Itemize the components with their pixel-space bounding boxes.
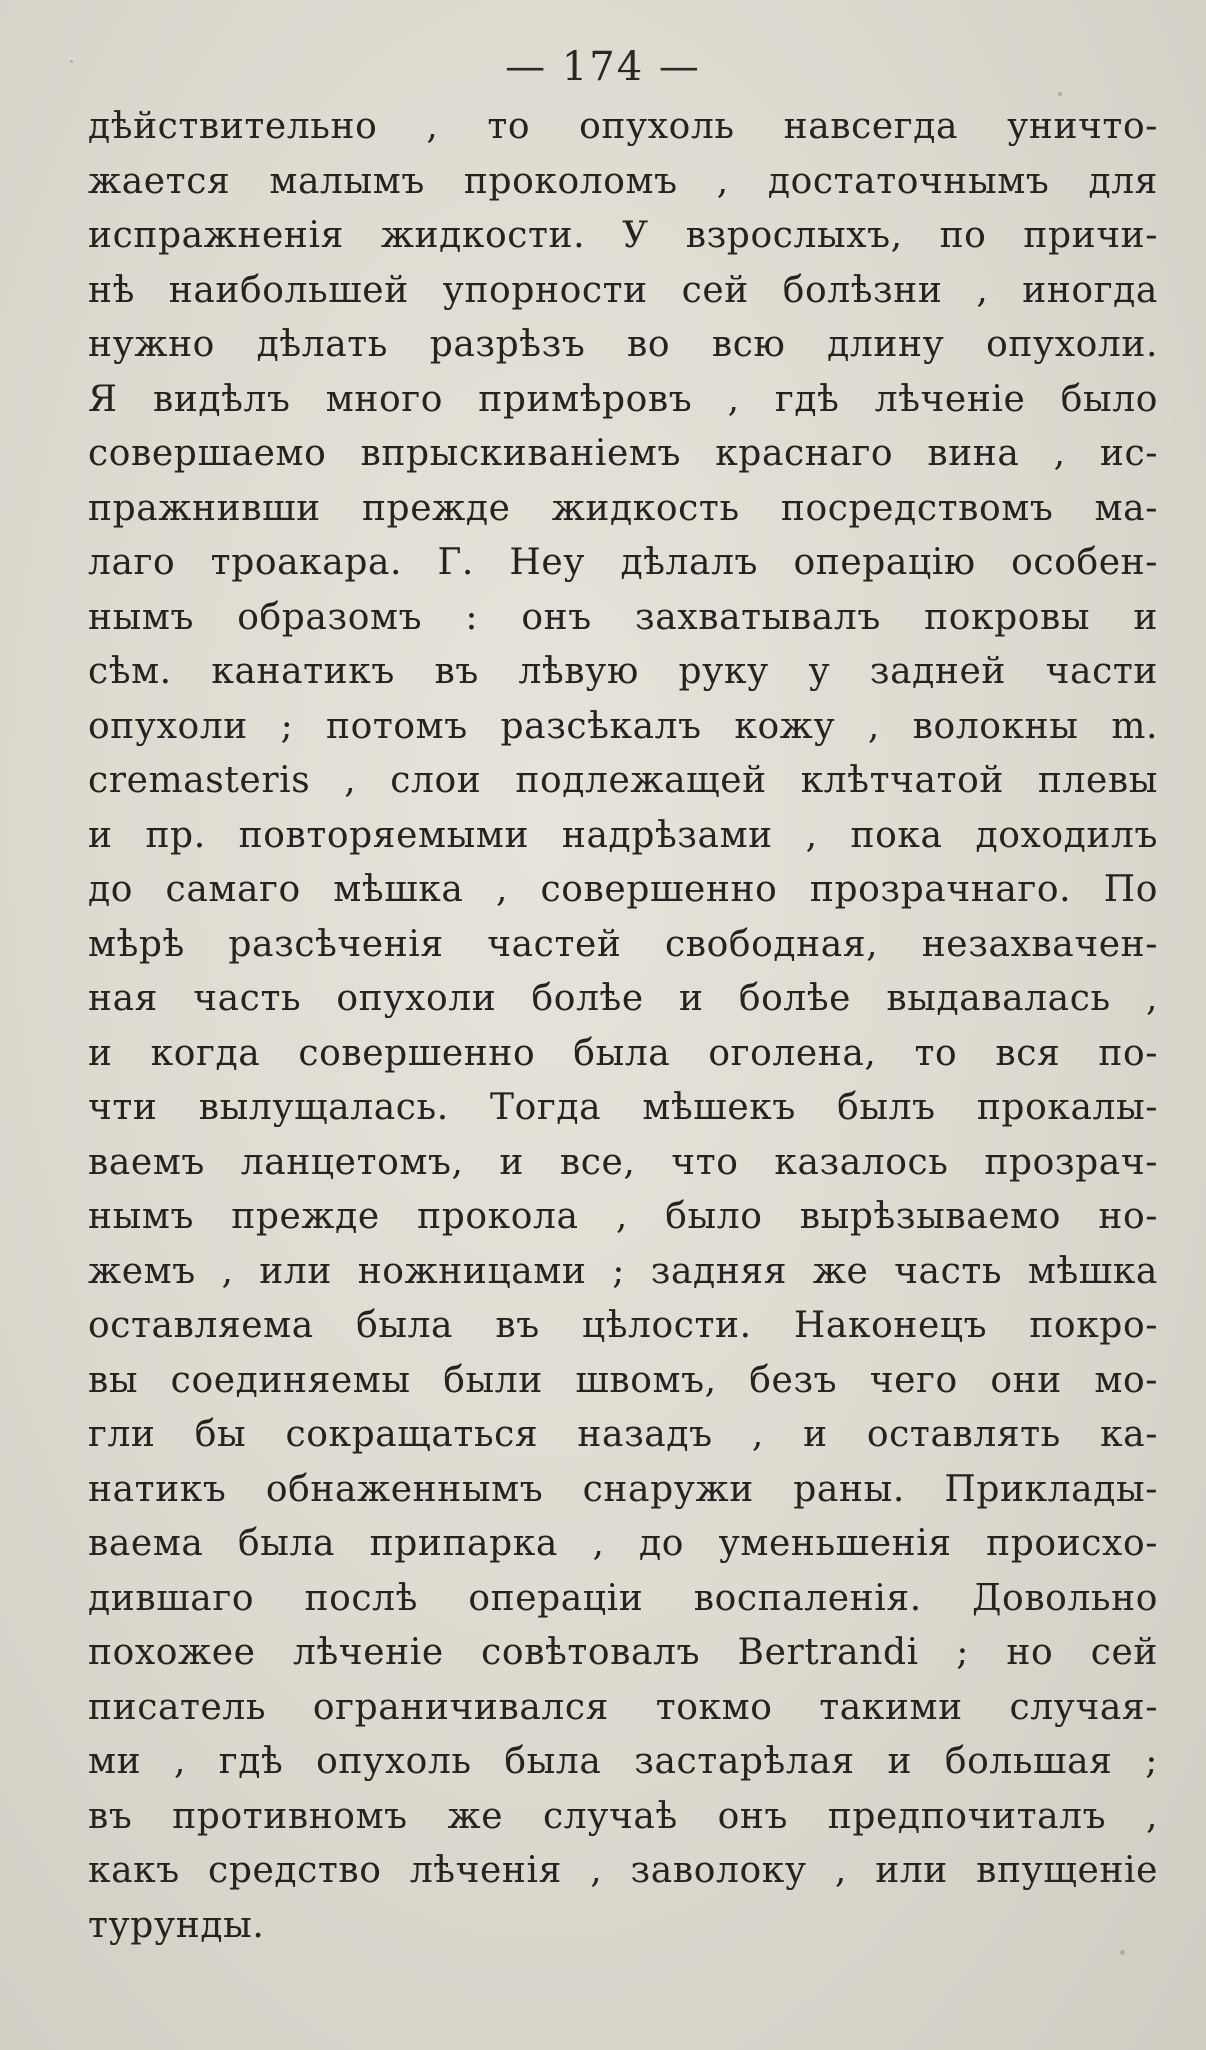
text-line: и пр. повторяемыми надрѣзами , пока доходилъ — [88, 814, 1158, 856]
text-line-last: турунды. — [88, 1904, 265, 1946]
text-line: какъ средство лѣченія , заволоку , или впущеніе — [88, 1850, 1158, 1891]
text-line: жемъ , или ножницами ; задняя же часть мѣшка — [88, 1250, 1158, 1292]
text-line: ваема была припарка , до уменьшенія происхо- — [88, 1523, 1158, 1564]
text-line: чти вылущалась. Тогда мѣшекъ былъ прокалы- — [88, 1087, 1158, 1128]
text-line: писатель ограничивался токмо такими случая- — [88, 1686, 1158, 1728]
paper-speck — [70, 60, 73, 63]
body-text — [88, 100, 1158, 1953]
text-line: и когда совершенно была оголена, то вся по- — [88, 1032, 1158, 1074]
text-line: сѣм. канатикъ въ лѣвую руку у задней части — [88, 651, 1158, 692]
text-line: Я видѣлъ много примѣровъ , гдѣ лѣченіе было — [88, 378, 1158, 420]
paper-speck — [1120, 1950, 1125, 1955]
text-line: ваемъ ланцетомъ, и все, что казалось прозрач- — [88, 1141, 1158, 1183]
text-line: въ противномъ же случаѣ онъ предпочиталъ , — [88, 1795, 1158, 1837]
text-line: вы соединяемы были швомъ, безъ чего они мо- — [88, 1359, 1158, 1401]
text-line: до самаго мѣшка , совершенно прозрачнаго. По — [88, 869, 1158, 910]
text-line: испражненія жидкости. У взрослыхъ, по причи- — [88, 215, 1158, 256]
text-line: совершаемо впрыскиваніемъ краснаго вина , ис- — [88, 433, 1158, 474]
text-line: натикъ обнаженнымъ снаружи раны. Приклады- — [88, 1468, 1158, 1510]
text-line: оставляема была въ цѣлости. Наконецъ покро- — [88, 1305, 1158, 1346]
paper-speck — [1058, 92, 1062, 96]
text-line: опухоли ; потомъ разсѣкалъ кожу , волокны m. — [88, 705, 1158, 747]
text-line: cremasteris , слои подлежащей клѣтчатой плевы — [88, 760, 1158, 801]
text-line: пражнивши прежде жидкость посредствомъ ма- — [88, 487, 1158, 529]
text-line: гли бы сокращаться назадъ , и оставлять ка- — [88, 1414, 1158, 1455]
text-line: ми , гдѣ опухоль была застарѣлая и большая ; — [88, 1741, 1158, 1782]
text-line: похожее лѣченіе совѣтовалъ Bertrandi ; но сей — [88, 1632, 1158, 1673]
text-line: лаго троакара. Г. Неу дѣлалъ операцію особен- — [88, 542, 1158, 583]
text-line: нужно дѣлать разрѣзъ во всю длину опухоли. — [88, 324, 1158, 365]
page-number: — 174 — — [505, 44, 701, 90]
text-line: нымъ прежде прокола , было вырѣзываемо но- — [88, 1196, 1158, 1237]
text-line: дившаго послѣ операціи воспаленія. Довольно — [88, 1577, 1158, 1619]
text-line: дѣйствительно , то опухоль навсегда уничто- — [88, 106, 1158, 147]
text-line: нымъ образомъ : онъ захватывалъ покровы и — [88, 596, 1158, 638]
text-line: жается малымъ проколомъ , достаточнымъ для — [88, 160, 1158, 202]
text-line: ная часть опухоли болѣе и болѣе выдавалась , — [88, 978, 1158, 1019]
text-line: мѣрѣ разсѣченія частей свободная, незахвачен- — [88, 923, 1158, 965]
text-line: нѣ наибольшей упорности сей болѣзни , иногда — [88, 269, 1158, 311]
